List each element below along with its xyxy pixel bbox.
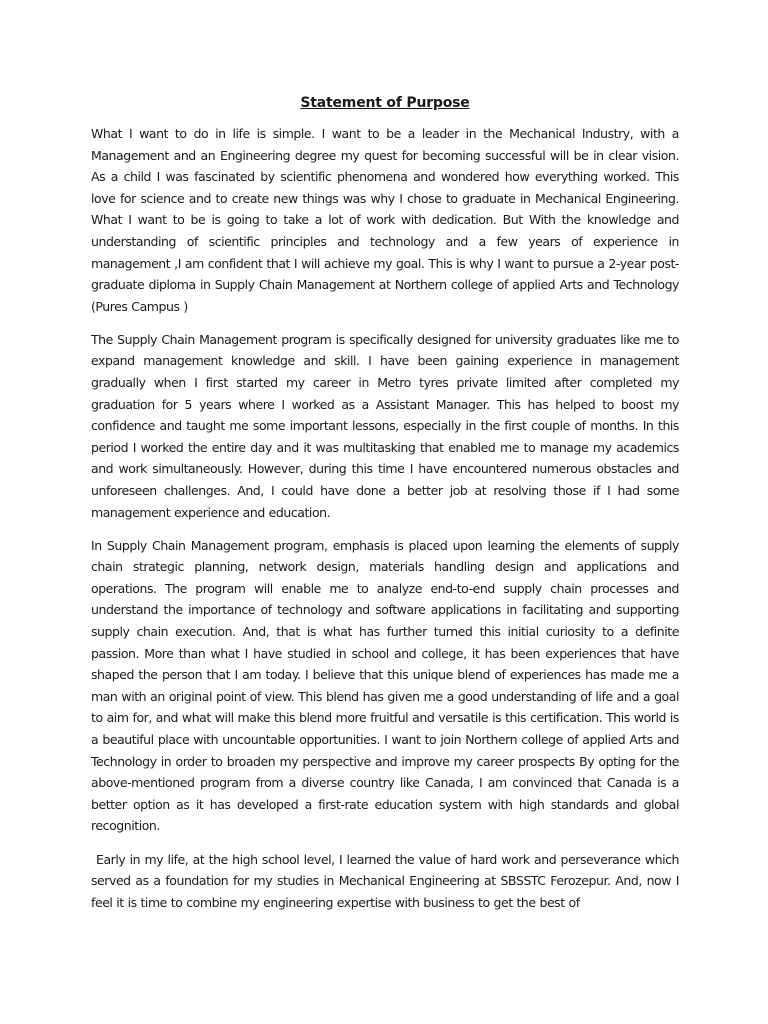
paragraph-3: In Supply Chain Management program, emphasis is placed upon learning the elements of supply chain strategic planning, network design, materials handling design and applications and operations. The program will enable me to analyze end-to-end supply chain processes and understand the importance of technology and software applications in facilitating and supporting supply chain execution. And, that is what has further turned this initial curiosity to a definite passion. More than what I have studied in school and college, it has been experiences that have shaped the person that I am today. I believe that this unique blend of experiences has made me a man with an original point of view. This blend has given me a good understanding of life and a goal to aim for, and what will make this blend more fruitful and versatile is this certification. This world is a beautiful place with uncountable opportunities. I want to join Northern college of applied Arts and Technology in order to broaden my perspective and improve my career prospects By opting for the above-mentioned program from a diverse country like Canada, I am convinced that Canada is a better option as it has developed a first-rate education system with high standards and global recognition. bbox=[91, 537, 679, 834]
document-page bbox=[91, 93, 679, 925]
paragraph-4: Early in my life, at the high school level, I learned the value of hard work and perseverance which served as a foundation for my studies in Mechanical Engineering at SBSSTC Ferozepur. And, now I feel it is time to combine my engineering expertise with business to get the best of bbox=[91, 851, 679, 910]
paragraph-1: What I want to do in life is simple. I want to be a leader in the Mechanical Industry, with a Management and an Engineering degree my quest for becoming successful will be in clear vision. As a child I was fascinated by scientific phenomena and wondered how everything worked. This love for science and to create new things was why I chose to graduate in Mechanical Engineering. What I want to be is going to take a lot of work with dedication. But With the knowledge and understanding of scientific principles and technology and a few years of experience in management ,I am confident that I will achieve my goal. This is why I want to pursue a 2-year post-graduate diploma in Supply Chain Management at Northern college of applied Arts and Technology (Pures Campus ) bbox=[91, 126, 679, 314]
paragraph-2: The Supply Chain Management program is specifically designed for university graduates like me to expand management knowledge and skill. I have been gaining experience in management gradually when I first started my career in Metro tyres private limited after completed my graduation for 5 years where I worked as a Assistant Manager. This has helped to boost my confidence and taught me some important lessons, especially in the first couple of months. In this period I worked the entire day and it was multitasking that enabled me to manage my academics and work simultaneously. However, during this time I have encountered numerous obstacles and unforeseen challenges. And, I could have done a better job at resolving those if I had some management experience and education. bbox=[91, 331, 679, 520]
document-title: Statement of Purpose bbox=[300, 95, 470, 111]
